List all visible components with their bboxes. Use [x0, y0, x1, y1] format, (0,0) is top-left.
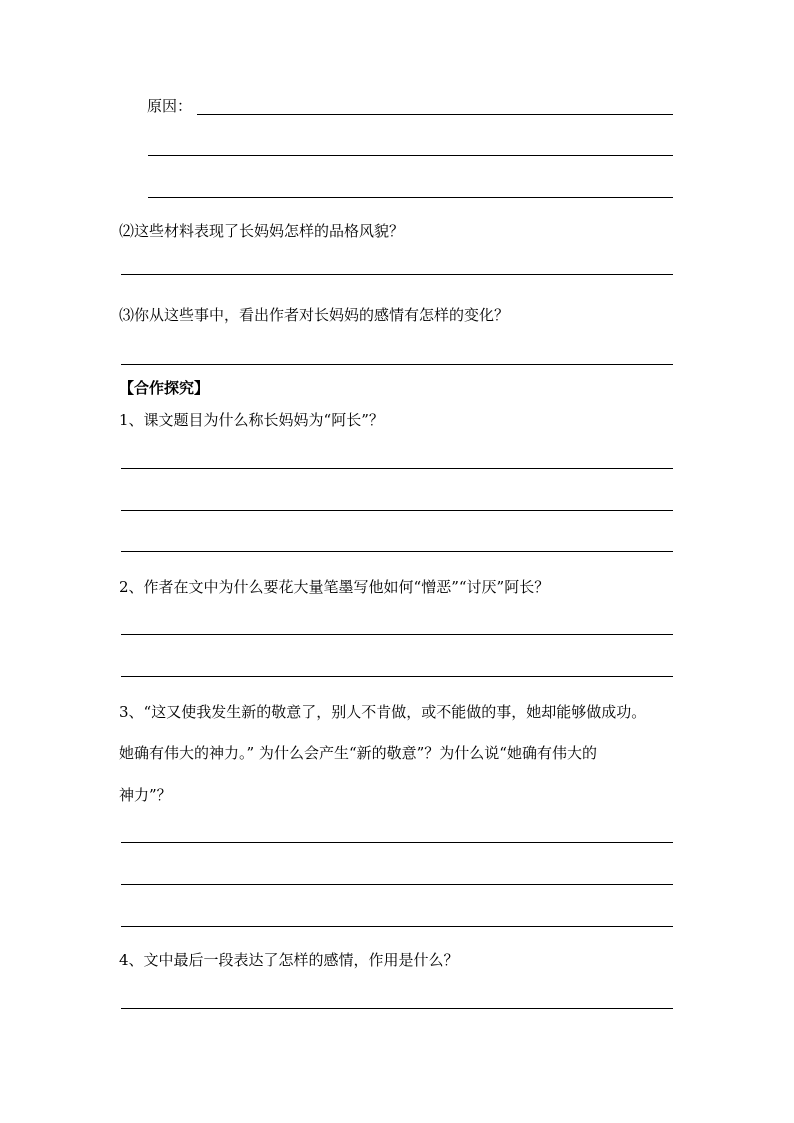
- answer-line[interactable]: [121, 884, 673, 885]
- answer-line[interactable]: [148, 155, 673, 156]
- answer-line[interactable]: [121, 634, 673, 635]
- reason-label: 原因：: [147, 97, 193, 115]
- answer-line[interactable]: [121, 510, 673, 511]
- coop-question-1: 1、课文题目为什么称长妈妈为“阿长”？: [119, 411, 384, 429]
- question-2-text: ⑵这些材料表现了长妈妈怎样的品格风貌？: [119, 222, 405, 240]
- answer-line[interactable]: [121, 1008, 673, 1009]
- answer-line[interactable]: [121, 274, 673, 275]
- answer-line[interactable]: [148, 197, 673, 198]
- answer-line[interactable]: [121, 364, 673, 365]
- coop-question-3-line-1: 3、“这又使我发生新的敬意了，别人不肯做，或不能做的事，她却能够做成功。: [119, 703, 647, 721]
- section-heading: 【合作探究】: [119, 379, 210, 397]
- answer-line[interactable]: [121, 676, 673, 677]
- coop-question-3-line-3: 神力”？: [119, 786, 172, 804]
- question-3-text: ⑶你从这些事中，看出作者对长妈妈的感情有怎样的变化？: [119, 306, 510, 324]
- answer-line[interactable]: [121, 926, 673, 927]
- coop-question-2: 2、作者在文中为什么要花大量笔墨写他如何“憎恶”“讨厌”阿长？: [119, 578, 550, 596]
- answer-line[interactable]: [121, 468, 673, 469]
- answer-line[interactable]: [197, 114, 673, 115]
- coop-question-3-line-2: 她确有伟大的神力。” 为什么会产生“新的敬意”？为什么说“她确有伟大的: [119, 744, 597, 762]
- answer-line[interactable]: [121, 551, 673, 552]
- coop-question-4: 4、文中最后一段表达了怎样的感情，作用是什么？: [119, 951, 459, 969]
- answer-line[interactable]: [121, 842, 673, 843]
